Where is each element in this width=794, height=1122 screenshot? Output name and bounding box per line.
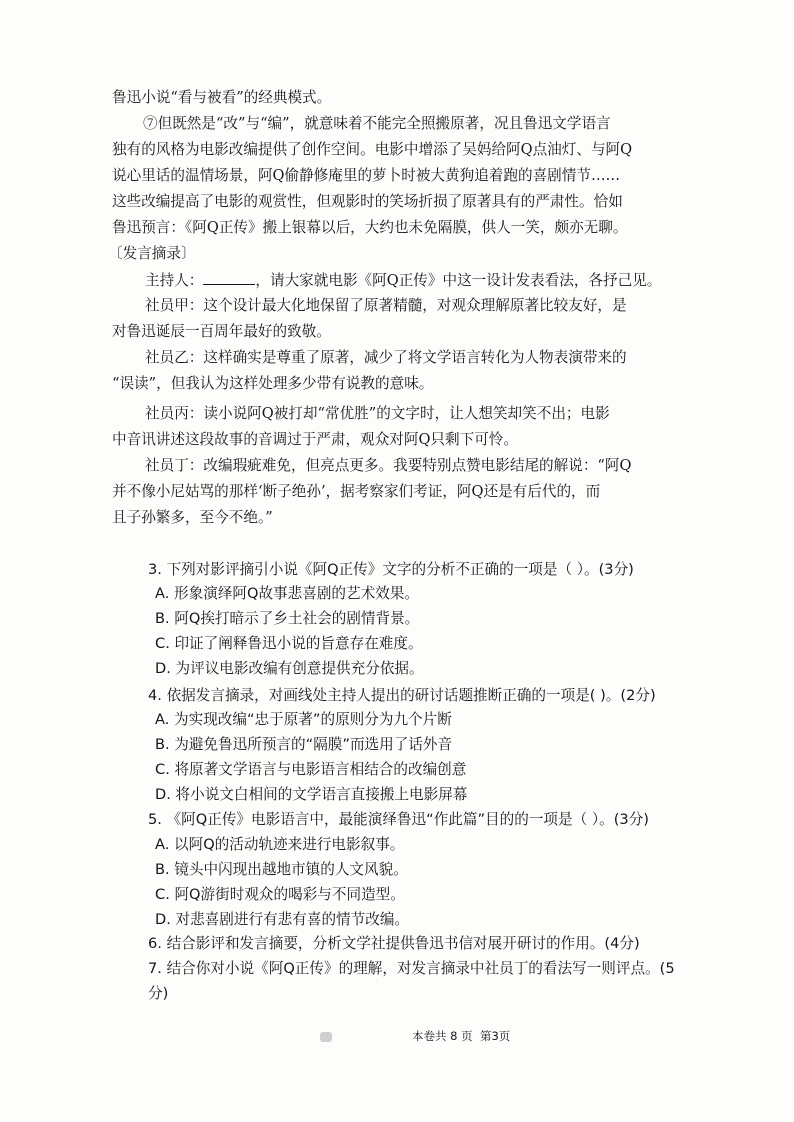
- q4-option-d: D. 将小说文白相间的文学语言直接搬上电影屏幕: [155, 786, 468, 803]
- host-topic-blank: [203, 270, 255, 285]
- member-d-line: 并不像小尼姑骂的那样‘断子绝孙’，据考察家们考证，阿Q还是有后代的，而: [112, 483, 601, 500]
- question-4-stem: 4. 依据发言摘录，对画线处主持人提出的研讨话题推断正确的一项是( )。(2分): [148, 687, 656, 704]
- member-d-line: 社员丁：改编瑕疵难免，但亮点更多。我要特别点赞电影结尾的解说：“阿Q: [145, 457, 632, 474]
- essay-line: 这些改编提高了电影的观赏性，但观影时的笑场折损了原著具有的严肃性。恰如: [112, 193, 623, 210]
- member-a-line: 对鲁迅诞辰一百周年最好的致敬。: [112, 323, 331, 340]
- member-b-line: 社员乙：这样确实是尊重了原著，减少了将文学语言转化为人物表演带来的: [145, 349, 627, 366]
- q3-option-b: B. 阿Q挨打暗示了乡土社会的剧情背景。: [155, 610, 420, 627]
- q3-option-d: D. 为评议电影改编有创意提供充分依据。: [155, 660, 424, 677]
- q3-option-c: C. 印证了阐释鲁迅小说的旨意存在难度。: [155, 635, 423, 652]
- essay-line: ⑦但既然是“改”与“编”，就意味着不能完全照搬原著，况且鲁迅文学语言: [143, 115, 611, 132]
- page-footer: [320, 1026, 510, 1046]
- q4-option-c: C. 将原著文学语言与电影语言相结合的改编创意: [155, 761, 467, 778]
- member-b-line: “误读”，但我认为这样处理多少带有说教的意味。: [112, 375, 434, 392]
- host-label: 主持人：: [145, 272, 204, 289]
- essay-line: 独有的风格为电影改编提供了创作空间。电影中增添了吴妈给阿Q点油灯、与阿Q: [112, 141, 633, 158]
- minutes-heading: 〔发言摘录〕: [108, 245, 196, 262]
- member-c-line: 中音讯讲述这段故事的音调过于严肃，观众对阿Q只剩下可怜。: [112, 431, 518, 448]
- q3-option-a: A. 形象演绎阿Q故事悲喜剧的艺术效果。: [155, 585, 419, 602]
- question-3-stem: 3. 下列对影评摘引小说《阿Q正传》文字的分析不正确的一项是（ ）。(3分): [148, 561, 634, 578]
- essay-line: 鲁迅预言：《阿Q正传》搬上银幕以后，大约也未免隔膜，供人一笑，颇亦无聊。: [112, 219, 628, 236]
- q5-option-b: B. 镜头中闪现出越地市镇的人文风貌。: [155, 861, 408, 878]
- scan-smudge: [320, 1032, 332, 1042]
- question-6: 6. 结合影评和发言摘要，分析文学社提供鲁迅书信对展开研讨的作用。(4分): [148, 935, 640, 952]
- q4-option-b: B. 为避免鲁迅所预言的“隔膜”而选用了话外音: [155, 736, 453, 753]
- q5-option-a: A. 以阿Q的活动轨迹来进行电影叙事。: [155, 836, 405, 853]
- host-text: ，请大家就电影《阿Q正传》中这一设计发表看法，各抒己见。: [255, 272, 662, 289]
- member-a-line: 社员甲：这个设计最大化地保留了原著精髓，对观众理解原著比较友好，是: [145, 297, 627, 314]
- q5-option-d: D. 对悲喜剧进行有悲有喜的情节改编。: [155, 911, 410, 928]
- footer-total-pages: 本卷共 8 页: [412, 1029, 473, 1043]
- host-line: [145, 270, 661, 291]
- question-5-stem: 5. 《阿Q正传》电影语言中，最能演绎鲁迅“作此篇”目的的一项是（ ）。(3分): [148, 811, 649, 828]
- question-7-cont: 分): [148, 985, 169, 1002]
- member-c-line: 社员丙：读小说阿Q被打却“常优胜”的文字时，让人想笑却笑不出；电影: [145, 405, 610, 422]
- question-7: 7. 结合你对小说《阿Q正传》的理解，对发言摘录中社员丁的看法写一则评点。(5: [148, 960, 675, 977]
- q5-option-c: C. 阿Q游街时观众的喝彩与不同造型。: [155, 886, 405, 903]
- essay-line: 说心里话的温情场景，阿Q偷静修庵里的萝卜时被大黄狗追着跑的喜剧情节……: [112, 167, 621, 184]
- q4-option-a: A. 为实现改编“忠于原著”的原则分为九个片断: [155, 711, 452, 728]
- essay-line: 鲁迅小说“看与被看”的经典模式。: [112, 89, 332, 106]
- footer-current-page: 第3页: [479, 1029, 511, 1043]
- member-d-line: 且子孙繁多，至今不绝。”: [112, 509, 273, 526]
